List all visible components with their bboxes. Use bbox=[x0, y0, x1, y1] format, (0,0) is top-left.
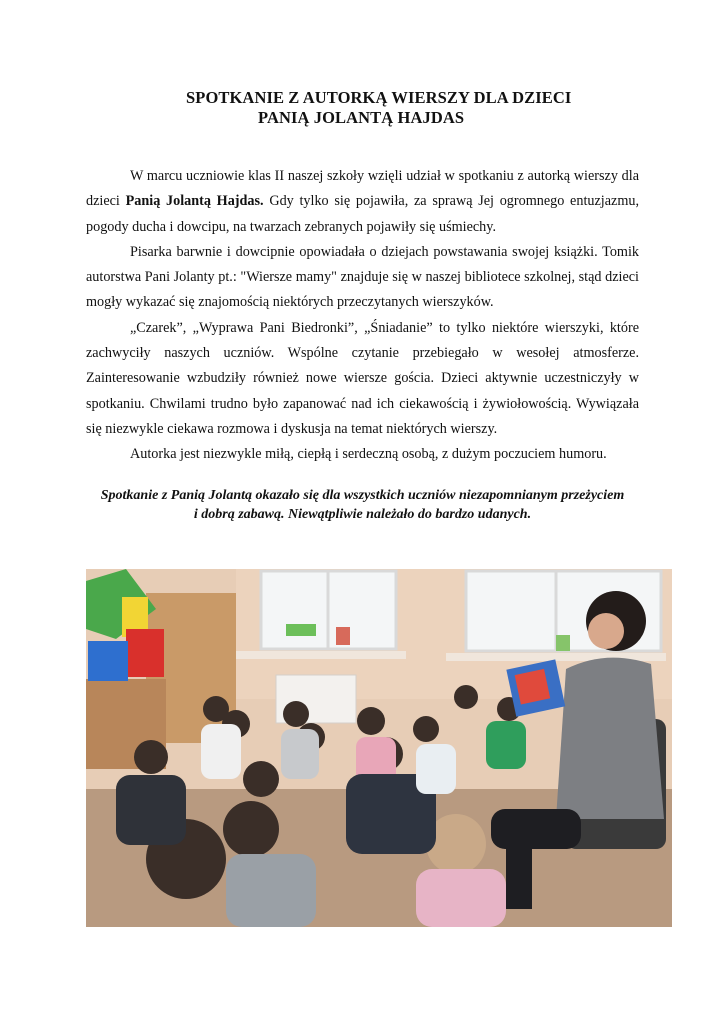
document-title-line2: PANIĄ JOLANTĄ HAJDAS bbox=[258, 108, 465, 127]
closing-statement bbox=[86, 486, 639, 524]
paragraph-1 bbox=[86, 164, 639, 240]
paragraph-1-text-a: W marcu uczniowie klas II naszej szkoły wzięli udział w spotkaniu z autorką wierszy dla dzieci bbox=[86, 168, 639, 210]
author-name-bold: Panią Jolantą Hajdas. bbox=[125, 193, 264, 210]
paragraph-1-text-b: Gdy tylko się pojawiła, za sprawą Jej ogromnego entuzjazmu, pogody ducha i dowcipu, na twarzach zebranych pojawiły się uśmiechy. bbox=[86, 193, 639, 235]
document-title-line1: SPOTKANIE Z AUTORKĄ WIERSZY DLA DZIECI bbox=[186, 88, 572, 107]
closing-line-1: Spotkanie z Panią Jolantą okazało się dla wszystkich uczniów niezapomnianym przeżyciem bbox=[100, 488, 625, 503]
paragraph-3: „Czarek”, „Wyprawa Pani Biedronki”, „Śniadanie” to tylko niektóre wierszyki, które zachwyciły naszych uczniów. Wspólne czytanie przebiegało w wesołej atmosferze. Zainteresowanie wzbudziły również nowe wiersze gościa. Dzieci aktywnie uczestniczyły w spotkaniu. Chwilami trudno było zapanować nad ich ciekawością i żywiołowością. Wywiązała się niezwykle ciekawa rozmowa i dyskusja na temat niektórych wierszy. bbox=[86, 319, 639, 437]
event-photo bbox=[86, 569, 672, 927]
classroom-reading-photo bbox=[86, 569, 672, 927]
closing-line-2: i dobrą zabawą. Niewątpliwie należało do bardzo udanych. bbox=[193, 507, 532, 522]
paragraph-4: Autorka jest niezwykle miłą, ciepłą i serdeczną osobą, z dużym poczuciem humoru. bbox=[130, 446, 607, 463]
article-body bbox=[86, 164, 639, 468]
paragraph-2: Pisarka barwnie i dowcipnie opowiadała o dziejach powstawania swojej książki. Tomik autorstwa Pani Jolanty pt.: "Wiersze mamy" znajduje się w naszej bibliotece szkolnej, stąd dzieci mogły wykazać się znajomością niektórych przeczytanych wierszyków. bbox=[86, 243, 639, 311]
